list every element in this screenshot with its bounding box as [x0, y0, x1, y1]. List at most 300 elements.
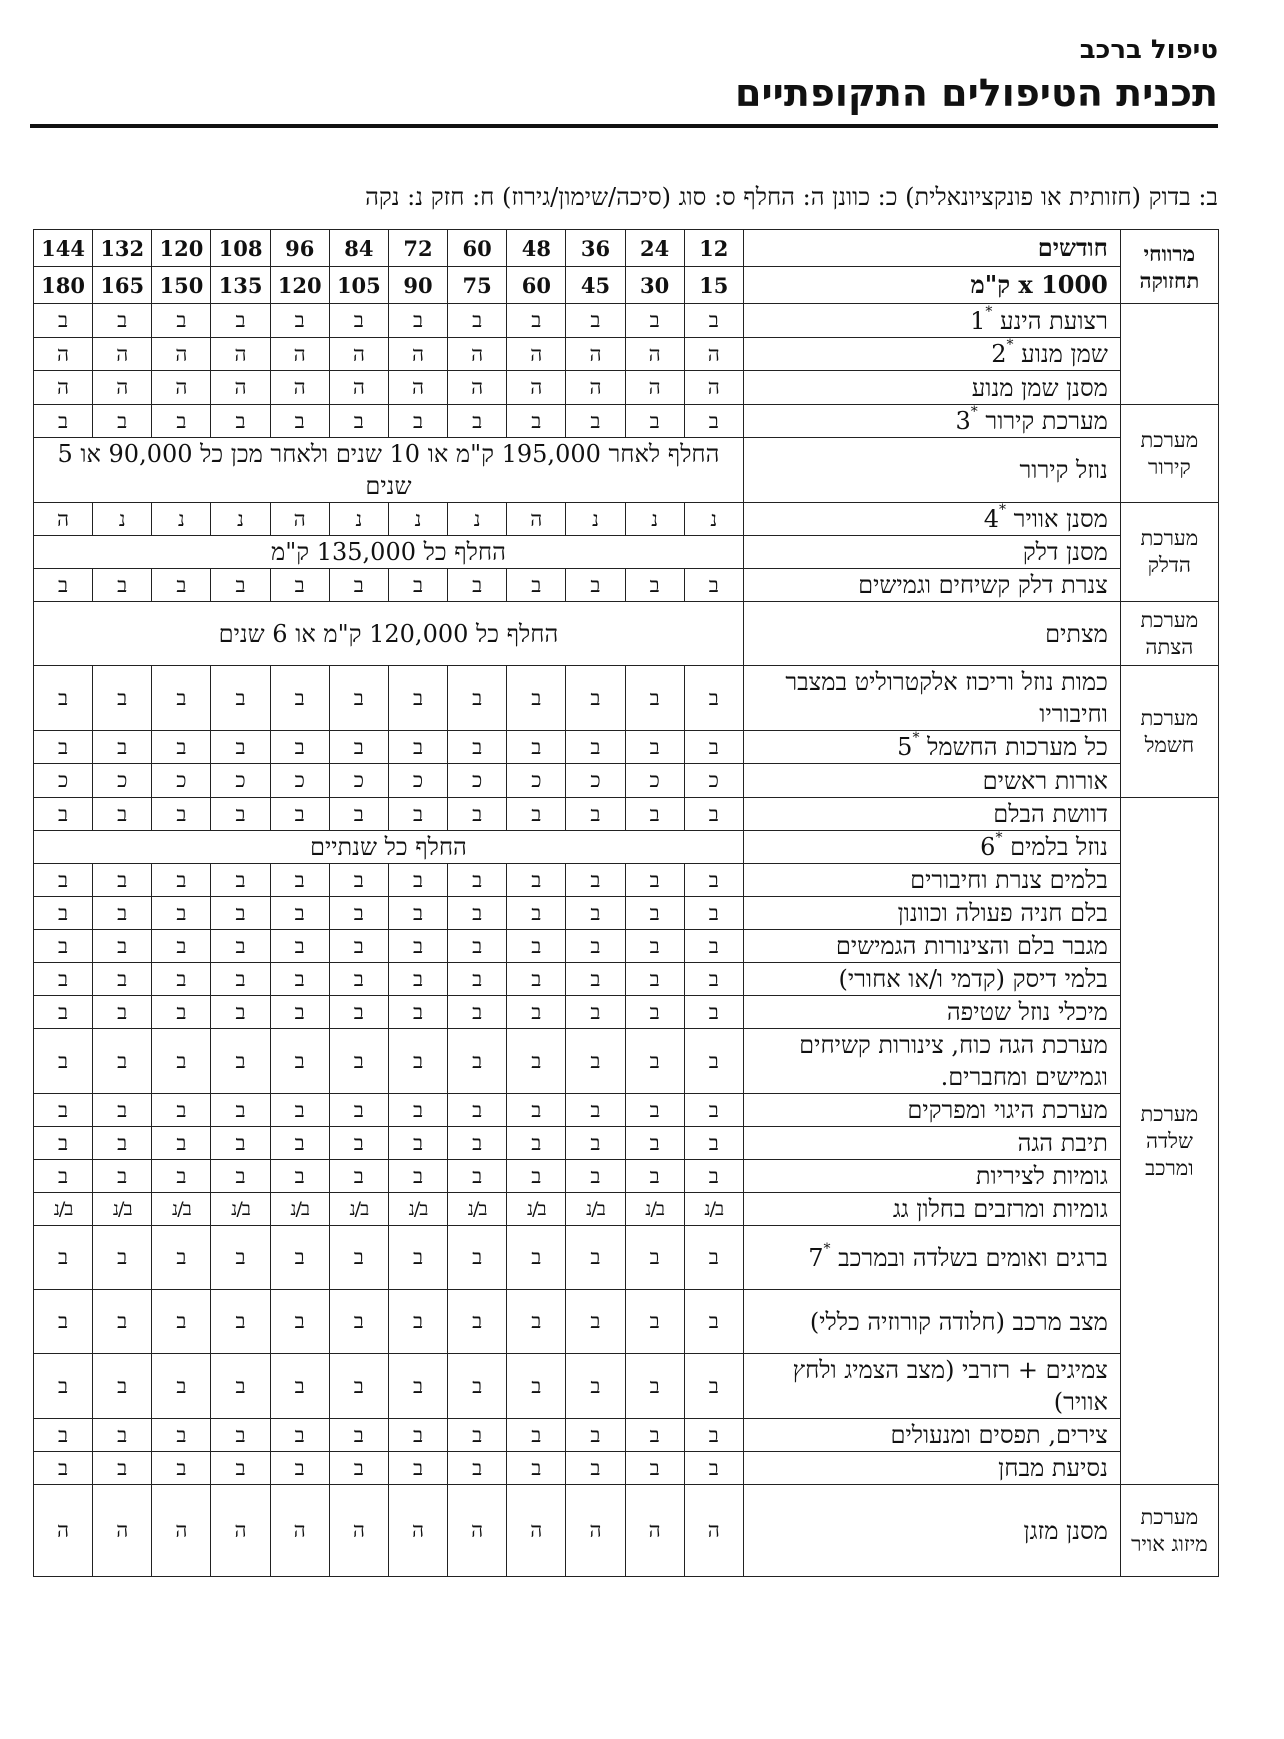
value-cell: ב/נ [566, 1193, 625, 1226]
value-cell: ה [211, 371, 270, 405]
value-cell: ב [270, 864, 329, 897]
value-cell: ב [566, 666, 625, 731]
value-cell: ב [93, 1419, 152, 1452]
value-cell: ב [625, 1290, 684, 1354]
value-cell: ב [684, 1094, 743, 1127]
value-cell: ב [329, 930, 388, 963]
value-cell: ב [566, 1029, 625, 1094]
value-cell: ב [388, 1290, 447, 1354]
value-cell: ב [329, 897, 388, 930]
value-cell: ב [34, 666, 93, 731]
footnote-star: * [1006, 337, 1014, 353]
value-cell: ב [211, 930, 270, 963]
value-cell: ב [329, 1127, 388, 1160]
item-label: כל מערכות החשמל [927, 733, 1108, 761]
item-name [743, 1029, 1120, 1094]
item-name [743, 1290, 1120, 1354]
value-cell: ב [34, 731, 93, 764]
value-cell: ב [625, 930, 684, 963]
km-cell: 15 [684, 267, 743, 304]
value-cell: ב [625, 1419, 684, 1452]
value-cell: ב [388, 1029, 447, 1094]
table-row [34, 405, 1219, 438]
value-cell: ב [448, 1029, 507, 1094]
value-cell: ב/נ [34, 1193, 93, 1226]
item-name [743, 996, 1120, 1029]
value-cell: ב [211, 1354, 270, 1419]
item-name [743, 1094, 1120, 1127]
value-cell: ב [684, 1452, 743, 1485]
value-cell: ב [93, 1226, 152, 1290]
value-cell: ב [448, 304, 507, 338]
value-cell: ב [93, 963, 152, 996]
table-row [34, 1452, 1219, 1485]
item-name [743, 1193, 1120, 1226]
value-cell: ה [34, 371, 93, 405]
value-cell: ב [625, 1094, 684, 1127]
value-cell: ב [329, 1452, 388, 1485]
table-row [34, 1354, 1219, 1419]
value-cell: נ [93, 503, 152, 536]
value-cell: ב [93, 405, 152, 438]
item-label: מיכלי נוזל שטיפה [946, 998, 1108, 1026]
note-cell: החלף כל שנתיים [34, 831, 744, 864]
value-cell: ב [152, 1354, 211, 1419]
value-cell: ב [152, 1419, 211, 1452]
value-cell: ב [152, 569, 211, 602]
value-cell: ב [93, 1452, 152, 1485]
value-cell: ב [566, 1226, 625, 1290]
item-label: מצב מרכב (חלודה קורוזיה כללי) [809, 1307, 1108, 1336]
km-cell: 105 [329, 267, 388, 304]
value-cell: ב [93, 304, 152, 338]
item-label: ברגים ואומים בשלדה ובמרכב [838, 1243, 1108, 1272]
value-cell: ב/נ [270, 1193, 329, 1226]
group-cell-ignition: מערכת הצתה [1120, 602, 1218, 666]
value-cell: ה [329, 371, 388, 405]
value-cell: ה [507, 503, 566, 536]
item-label: נוזל בלמים [1010, 833, 1108, 861]
value-cell: ב [152, 963, 211, 996]
group-cell-electrical: מערכת חשמל [1120, 666, 1218, 798]
table-row [34, 798, 1219, 831]
item-label: נוזל קירור [1019, 456, 1108, 484]
value-cell: ב [388, 1452, 447, 1485]
value-cell: ב [388, 1226, 447, 1290]
value-cell: ב [625, 897, 684, 930]
value-cell: ב [270, 996, 329, 1029]
value-cell: ב [388, 1127, 447, 1160]
item-name [743, 1452, 1120, 1485]
value-cell: ב [329, 666, 388, 731]
value-cell: ב [507, 930, 566, 963]
table-row [34, 963, 1219, 996]
footnote-star: * [999, 502, 1007, 518]
header-divider [30, 124, 1218, 128]
group-cell-ac: מערכת מיזוג אויר [1120, 1485, 1218, 1577]
value-cell: ב/נ [388, 1193, 447, 1226]
value-cell: ב [152, 1127, 211, 1160]
value-cell: ב [684, 1290, 743, 1354]
value-cell: ב [684, 1029, 743, 1094]
item-name [743, 666, 1120, 731]
value-cell: ב [329, 1226, 388, 1290]
header-row-km [34, 267, 1219, 304]
item-label: צירים, תפסים ומנעולים [890, 1421, 1108, 1449]
value-cell: ב [34, 1029, 93, 1094]
table-row [34, 602, 1219, 666]
value-cell: כ [625, 764, 684, 798]
table-row [34, 1193, 1219, 1226]
value-cell: ב [34, 304, 93, 338]
table-row [34, 731, 1219, 764]
value-cell: ב/נ [684, 1193, 743, 1226]
month-cell: 96 [270, 230, 329, 267]
item-name [743, 1226, 1120, 1290]
value-cell: ב [34, 1094, 93, 1127]
table-row [34, 864, 1219, 897]
value-cell: ב [388, 897, 447, 930]
value-cell: ב [566, 1127, 625, 1160]
item-label: בלמי דיסק (קדמי ו/או אחורי) [838, 965, 1108, 993]
value-cell: ב [93, 1127, 152, 1160]
value-cell: ב [329, 798, 388, 831]
value-cell: ב [270, 1127, 329, 1160]
item-name [743, 1419, 1120, 1452]
month-cell: 24 [625, 230, 684, 267]
value-cell: ב [566, 864, 625, 897]
value-cell: ב [507, 731, 566, 764]
value-cell: ב [448, 798, 507, 831]
value-cell: ב [684, 1160, 743, 1193]
value-cell: ב [329, 996, 388, 1029]
value-cell: ב [329, 1354, 388, 1419]
value-cell: כ [270, 764, 329, 798]
km-cell: 150 [152, 267, 211, 304]
value-cell: ב [684, 731, 743, 764]
value-cell: ב [507, 1029, 566, 1094]
item-label: נסיעת מבחן [998, 1454, 1108, 1482]
item-label: גומיות לציריות [975, 1162, 1108, 1190]
value-cell: ב [152, 1029, 211, 1094]
value-cell: ב [211, 1094, 270, 1127]
value-cell: ב [448, 1290, 507, 1354]
value-cell: ב [388, 1419, 447, 1452]
value-cell: ב [152, 666, 211, 731]
value-cell: ב [152, 731, 211, 764]
table-row [34, 897, 1219, 930]
item-name [743, 371, 1120, 405]
value-cell: ה [507, 338, 566, 371]
value-cell: ב [625, 963, 684, 996]
km-cell: 90 [388, 267, 447, 304]
maintenance-schedule-table [33, 229, 1219, 1577]
value-cell: ב [507, 963, 566, 996]
value-cell: ב [566, 1290, 625, 1354]
item-name [743, 1354, 1120, 1419]
value-cell: ב [388, 864, 447, 897]
value-cell: ב [270, 930, 329, 963]
value-cell: ה [93, 338, 152, 371]
value-cell: ב [211, 569, 270, 602]
table-row [34, 1419, 1219, 1452]
table-row [34, 1029, 1219, 1094]
item-label: מסנן אוויר [1013, 505, 1108, 533]
value-cell: ב [388, 304, 447, 338]
value-cell: ב [270, 1094, 329, 1127]
value-cell: ב [625, 1127, 684, 1160]
value-cell: ה [93, 1485, 152, 1577]
item-label: שמן מנוע [1021, 340, 1108, 368]
value-cell: ב [448, 897, 507, 930]
value-cell: ב [507, 304, 566, 338]
item-name [743, 438, 1120, 503]
value-cell: ב [93, 798, 152, 831]
value-cell: ב [625, 1452, 684, 1485]
value-cell: ב [211, 1029, 270, 1094]
month-cell: 72 [388, 230, 447, 267]
item-label: דוושת הבלם [993, 800, 1108, 828]
item-name [743, 798, 1120, 831]
value-cell: ב [270, 1452, 329, 1485]
value-cell: ב [270, 569, 329, 602]
corner-label: מרווחי תחזוקה [1120, 230, 1218, 304]
value-cell: ב [684, 996, 743, 1029]
value-cell: ב [270, 963, 329, 996]
months-label: חודשים [743, 230, 1120, 267]
value-cell: ב [329, 1160, 388, 1193]
item-name [743, 930, 1120, 963]
value-cell: כ [448, 764, 507, 798]
value-cell: נ [329, 503, 388, 536]
item-label: מסנן מזגן [1023, 1516, 1108, 1545]
value-cell: ב [93, 1094, 152, 1127]
value-cell: ב [152, 1226, 211, 1290]
footnote-number: 3 [955, 407, 971, 435]
footnote-star: * [912, 730, 920, 746]
item-label: מערכת היגוי ומפרקים [907, 1096, 1108, 1124]
value-cell: ב [448, 569, 507, 602]
table-row [34, 1290, 1219, 1354]
value-cell: ב [329, 569, 388, 602]
value-cell: ב [448, 405, 507, 438]
value-cell: ב [34, 1354, 93, 1419]
group-cell-fuel: מערכת הדלק [1120, 503, 1218, 602]
value-cell: ב [566, 731, 625, 764]
value-cell: ב [507, 1160, 566, 1193]
value-cell: ב [211, 1290, 270, 1354]
km-cell: 30 [625, 267, 684, 304]
value-cell: ב/נ [211, 1193, 270, 1226]
value-cell: ב [388, 666, 447, 731]
item-name [743, 764, 1120, 798]
value-cell: ב [211, 405, 270, 438]
value-cell: ב [270, 1290, 329, 1354]
item-name [743, 304, 1120, 338]
value-cell: ב [448, 930, 507, 963]
table-row [34, 1094, 1219, 1127]
value-cell: ה [34, 1485, 93, 1577]
item-name [743, 536, 1120, 569]
km-cell: 60 [507, 267, 566, 304]
value-cell: ב [270, 798, 329, 831]
item-name [743, 1127, 1120, 1160]
value-cell: ב [625, 304, 684, 338]
value-cell: ב [93, 731, 152, 764]
value-cell: ב [625, 798, 684, 831]
month-cell: 36 [566, 230, 625, 267]
value-cell: ב [270, 1029, 329, 1094]
section-title: טיפול ברכב [1079, 35, 1218, 65]
value-cell: ב [270, 304, 329, 338]
value-cell: ה [270, 371, 329, 405]
month-cell: 144 [34, 230, 93, 267]
value-cell: ב [507, 996, 566, 1029]
value-cell: ב [34, 1160, 93, 1193]
value-cell: ב [566, 1452, 625, 1485]
value-cell: ה [211, 338, 270, 371]
value-cell: ב [625, 1160, 684, 1193]
value-cell: ב [507, 897, 566, 930]
value-cell: ב [507, 1452, 566, 1485]
value-cell: ב/נ [329, 1193, 388, 1226]
value-cell: ב [93, 1354, 152, 1419]
value-cell: ה [34, 338, 93, 371]
value-cell: ב [34, 1290, 93, 1354]
value-cell: נ [566, 503, 625, 536]
item-name [743, 1160, 1120, 1193]
value-cell: ה [566, 1485, 625, 1577]
value-cell: ב [566, 1354, 625, 1419]
value-cell: ב [684, 930, 743, 963]
value-cell: ב [34, 930, 93, 963]
value-cell: ב [448, 1419, 507, 1452]
item-name [743, 897, 1120, 930]
table-row [34, 371, 1219, 405]
value-cell: ב [566, 897, 625, 930]
value-cell: ב [566, 304, 625, 338]
value-cell: ב [211, 1160, 270, 1193]
value-cell: נ [684, 503, 743, 536]
month-cell: 60 [448, 230, 507, 267]
value-cell: ה [329, 1485, 388, 1577]
value-cell: ה [152, 338, 211, 371]
value-cell: ב [34, 864, 93, 897]
value-cell: ב [93, 666, 152, 731]
value-cell: ב [34, 569, 93, 602]
item-name [743, 963, 1120, 996]
table-row [34, 536, 1219, 569]
value-cell: ב [93, 864, 152, 897]
value-cell: ב [34, 996, 93, 1029]
table-row [34, 666, 1219, 731]
item-label: מערכת הגה כוח, צינורות קשיחים וגמישים ומחברים. [799, 1031, 1108, 1091]
header-row-months [34, 230, 1219, 267]
value-cell: ה [270, 503, 329, 536]
footnote-number: 1 [970, 306, 986, 335]
item-label: רצועת הינע [1000, 306, 1108, 335]
value-cell: ב [388, 731, 447, 764]
item-name [743, 338, 1120, 371]
value-cell: ב [448, 963, 507, 996]
value-cell: כ [93, 764, 152, 798]
value-cell: ב [566, 1160, 625, 1193]
value-cell: ב [329, 405, 388, 438]
value-cell: ה [270, 338, 329, 371]
value-cell: ב [388, 963, 447, 996]
item-name [743, 569, 1120, 602]
value-cell: ב [93, 930, 152, 963]
value-cell: ב [211, 1452, 270, 1485]
value-cell: ב [388, 1354, 447, 1419]
table-row [34, 569, 1219, 602]
item-label: תיבת הגה [1017, 1129, 1108, 1157]
value-cell: ב [388, 798, 447, 831]
item-name [743, 731, 1120, 764]
value-cell: ב [329, 963, 388, 996]
value-cell: ב [625, 864, 684, 897]
value-cell: ב [448, 996, 507, 1029]
item-label: מסנן שמן מנוע [971, 373, 1108, 402]
value-cell: ה [270, 1485, 329, 1577]
km-cell: 135 [211, 267, 270, 304]
value-cell: ב/נ [152, 1193, 211, 1226]
table-row [34, 764, 1219, 798]
value-cell: כ [329, 764, 388, 798]
value-cell: ב [270, 897, 329, 930]
note-cell: החלף כל 120,000 ק"מ או 6 שנים [34, 602, 744, 666]
value-cell: ב [211, 996, 270, 1029]
value-cell: ב [507, 1094, 566, 1127]
value-cell: ב [684, 963, 743, 996]
value-cell: ב [34, 1452, 93, 1485]
value-cell: ב [388, 405, 447, 438]
value-cell: ב [625, 405, 684, 438]
note-cell: החלף כל 135,000 ק"מ [34, 536, 744, 569]
km-label: 1000 x ק"מ [743, 267, 1120, 304]
value-cell: ב [34, 1419, 93, 1452]
value-cell: ה [566, 371, 625, 405]
table-row [34, 1226, 1219, 1290]
value-cell: ב [152, 864, 211, 897]
value-cell: ה [625, 371, 684, 405]
value-cell: ב [211, 1419, 270, 1452]
group-cell-engine [1120, 304, 1218, 405]
value-cell: ב [448, 666, 507, 731]
value-cell: ב [34, 897, 93, 930]
value-cell: ה [388, 1485, 447, 1577]
value-cell: ה [211, 1485, 270, 1577]
value-cell: ב [152, 1094, 211, 1127]
value-cell: ב [152, 1452, 211, 1485]
table-row [34, 338, 1219, 371]
value-cell: ה [684, 338, 743, 371]
value-cell: ב [152, 930, 211, 963]
month-cell: 84 [329, 230, 388, 267]
value-cell: ב [625, 1354, 684, 1419]
value-cell: ב [684, 864, 743, 897]
group-cell-chassis: מערכת שלדה ומרכב [1120, 798, 1218, 1485]
value-cell: כ [684, 764, 743, 798]
value-cell: ב [270, 405, 329, 438]
value-cell: ב [625, 666, 684, 731]
value-cell: ב [211, 304, 270, 338]
value-cell: ב [507, 1290, 566, 1354]
table-row [34, 1160, 1219, 1193]
value-cell: ב [211, 1226, 270, 1290]
footnote-star: * [823, 1240, 831, 1257]
table-row [34, 1127, 1219, 1160]
